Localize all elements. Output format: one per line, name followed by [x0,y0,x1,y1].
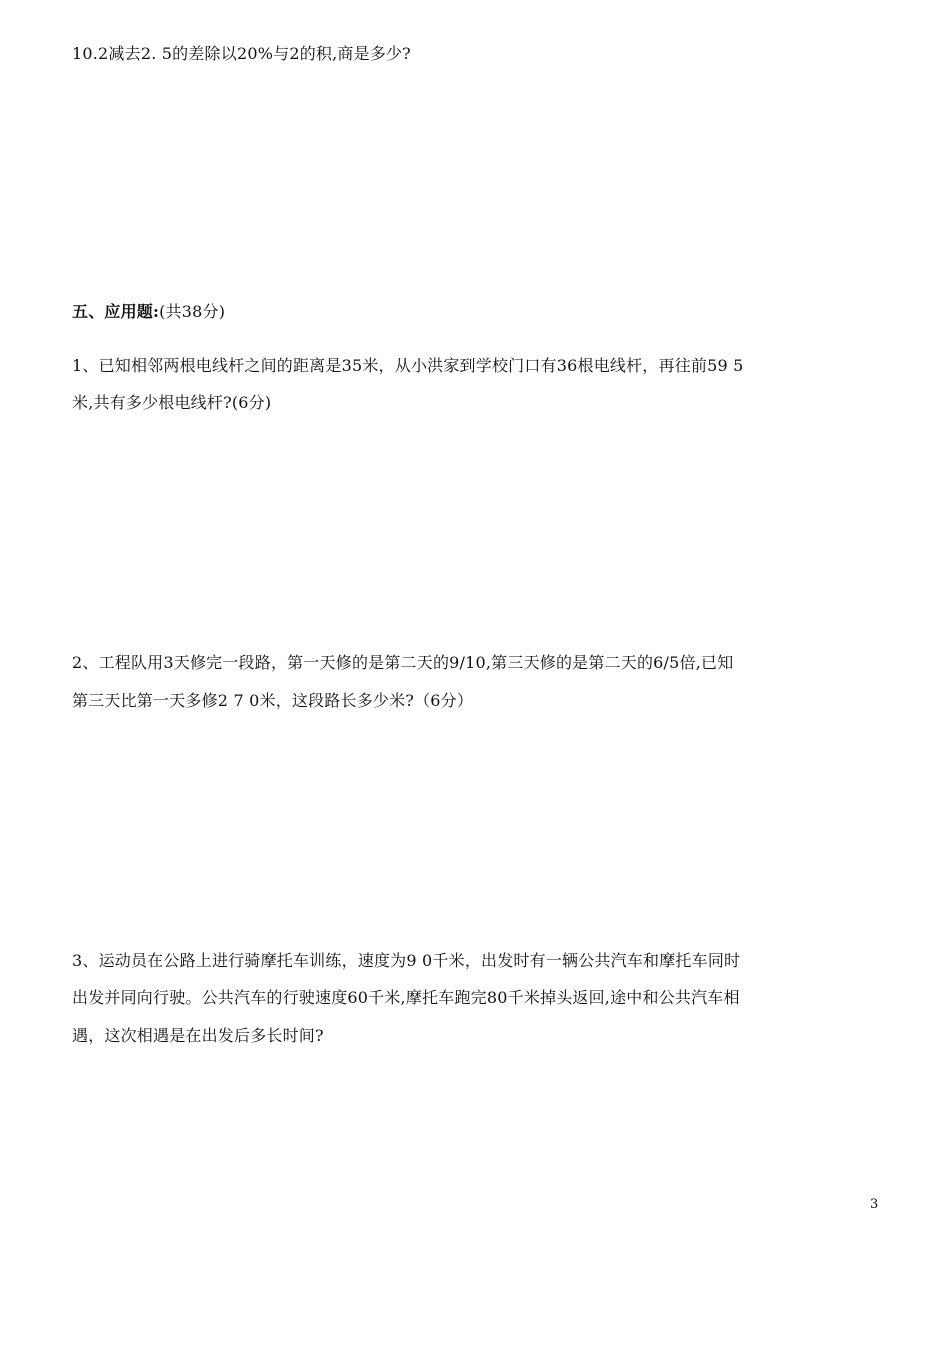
calc-problem-text: 10.2减去2. 5的差除以20%与2的积,商是多少? [72,44,411,63]
question-1-line-1: 1、已知相邻两根电线杆之间的距离是35米，从小洪家到学校门口有36根电线杆，再往前59 5 [72,356,744,375]
question-3-line-2: 出发并同向行驶。公共汽车的行驶速度60千米,摩托车跑完80千米掉头返回,途中和公共汽车相 [72,988,740,1007]
section-heading [72,302,882,322]
question-1-line-2: 米,共有多少根电线杆?(6分) [72,393,272,412]
question-2-line-2: 第三天比第一天多修2 7 0米，这段路长多少米?（6分） [72,691,474,710]
page-number: 3 [870,1197,879,1212]
section-title: 五、应用题: [72,302,160,321]
question-2-line-1: 2、工程队用3天修完一段路，第一天修的是第二天的9/10,第三天修的是第二天的6/5倍,已知 [72,653,734,672]
section-points: (共38分) [159,302,226,321]
question-3-line-3: 遇，这次相遇是在出发后多长时间? [72,1026,324,1045]
question-3-line-1: 3、运动员在公路上进行骑摩托车训练，速度为9 0千米，出发时有一辆公共汽车和摩托车同时 [72,951,741,970]
